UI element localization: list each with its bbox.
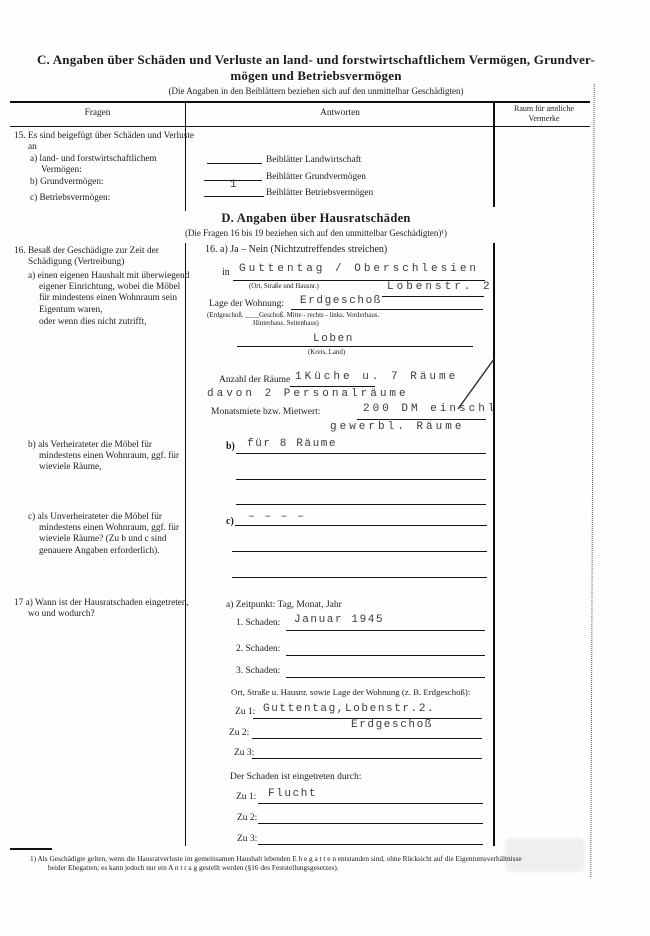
blank-line xyxy=(258,823,483,824)
section-c-heading-line2: mögen und Betriebsvermögen xyxy=(230,68,402,83)
blank-line xyxy=(235,525,487,526)
q16-place-hint: (Ort, Straße und Hausnr.) xyxy=(249,283,319,290)
footnote-line1: 1) Als Geschädigte gelten, wenn die Hausratverluste im gemeinsamen Haushalt lebenden E h e g a t t e n entstanden sind, ohne Rücksicht auf die Eigentumsverhältnisse xyxy=(30,854,522,863)
q16-answer-heading: 16. a) Ja – Nein (Nichtzutreffendes streichen) xyxy=(205,244,388,255)
column-divider xyxy=(493,243,495,846)
blank-line xyxy=(237,346,473,347)
q17-durch-heading: Der Schaden ist eingetreten durch: xyxy=(230,772,362,782)
q16-rooms-value: 1Küche u. 7 Räume xyxy=(295,371,459,383)
section-c-subheading: (Die Angaben in den Beiblättern beziehen sich auf den unmittelbar Geschädigten) xyxy=(168,86,464,96)
q16-rooms-value-line2: davon 2 Personalräume xyxy=(207,388,409,400)
blank-line xyxy=(252,758,482,759)
footnote-rule xyxy=(10,848,52,850)
q15-item-a: a) land- und forstwirtschaftlichem Vermögen: xyxy=(30,154,157,176)
q16-in-label: in xyxy=(222,267,230,278)
blank-line xyxy=(286,630,485,631)
q16-answer-b-label: b) xyxy=(226,441,235,452)
blank-line xyxy=(258,844,483,845)
page-edge-dotted-line xyxy=(590,84,594,877)
q16-lage-hint-line1: (Erdgeschoß. ____Geschoß. Mitte - rechts - links. Vorderhaus. xyxy=(207,312,380,319)
q16-kreis-hint: (Kreis, Land) xyxy=(308,349,346,356)
section-d-heading: D. Angaben über Hausratschäden xyxy=(221,211,411,225)
q17-schaden1-value: Januar 1945 xyxy=(294,614,385,626)
q17-ort-zu1-value: Guttentag,Lobenstr.2. xyxy=(263,703,436,715)
q17-durch-zu1-value: Flucht xyxy=(268,788,318,800)
table-top-rule xyxy=(10,101,590,103)
blank-line xyxy=(207,163,262,164)
q16-question-b: b) als Verheirateter die Möbel für mindestens einen Wohnraum, ggf. für wieviele Räume, xyxy=(28,440,180,473)
q16-rent-value: 200 DM einschl xyxy=(363,403,498,415)
q17-answer-a-heading: a) Zeitpunkt: Tag, Monat, Jahr xyxy=(226,600,342,610)
q17-durch-zu2-label: Zu 2: xyxy=(237,813,258,823)
q15-item-c: c) Betriebsvermögen: xyxy=(30,193,111,203)
q16-answer-c-label: c) xyxy=(226,516,234,527)
q16-lage-hint-line2: Hinterhaus. Seitenhaus) xyxy=(253,320,319,327)
q16-rent-label: Monatsmiete bzw. Mietwert: xyxy=(211,407,321,417)
blank-line xyxy=(204,196,264,197)
q16-kreis-value: Loben xyxy=(313,333,355,345)
q16-question-intro: 16. Besaß der Geschädigte zur Zeit der Schädigung (Vertreibung) xyxy=(14,246,159,268)
column-header-vermerke: Raum für amtliche Vermerke xyxy=(514,104,574,123)
blank-line xyxy=(286,677,485,678)
q16-lage-value: Erdgeschoß xyxy=(300,295,383,307)
q17-durch-zu3-label: Zu 3: xyxy=(237,834,258,844)
q16-question-c: c) als Unverheirateter die Möbel für mindestens einen Wohnraum, ggf. für wieviele Räume? (Zu b und c sind genauere Angaben erforderlich). xyxy=(28,512,180,556)
q15-answer-c-label: Beiblätter Betriebsvermögen xyxy=(266,188,374,198)
section-d-subheading: (Die Fragen 16 bis 19 beziehen sich auf den unmittelbar Geschädigten)¹) xyxy=(184,228,448,238)
q16-answer-b-value: für 8 Räume xyxy=(247,438,338,450)
section-c-heading-line1: C. Angaben über Schäden und Verluste an land- und forstwirtschaftlichem Vermögen, Grundver- xyxy=(36,52,596,67)
q17-ort-zu2-label: Zu 2: xyxy=(229,728,250,738)
blank-line xyxy=(286,655,485,656)
q16-question-a: a) einen eigenen Haushalt mit überwiegend eigener Einrichtung, wobei die Möbel für mindestens einen Wohnraum sein Eigentum waren, xyxy=(28,271,190,315)
blank-line xyxy=(357,419,486,420)
blank-line xyxy=(232,551,487,552)
column-header-antworten: Antworten xyxy=(320,108,360,118)
blank-line xyxy=(236,479,486,480)
q17-ort-zu1-label: Zu 1: xyxy=(235,707,256,717)
q15-answer-b-label: Beiblätter Grundvermögen xyxy=(266,172,366,182)
q16-rent-value-line2: gewerbl. Räume xyxy=(330,421,465,433)
q15-question-intro: 15. Es sind beigefügt über Schäden und Verluste an xyxy=(14,131,195,153)
blank-line xyxy=(236,504,486,505)
blank-line xyxy=(236,453,486,454)
q17-schaden3-label: 3. Schaden: xyxy=(236,666,281,676)
q16-question-a2: oder wenn dies nicht zutrifft, xyxy=(39,317,147,327)
q17-durch-zu1-label: Zu 1: xyxy=(236,792,257,802)
q17-schaden1-label: 1. Schaden: xyxy=(236,618,281,628)
footnote-line2: beider Ehegatten; es kann jedoch nur ein A n t r a g gestellt werden (§16 des Feststellungsgesetzes). xyxy=(48,863,339,872)
q16-lage-label: Lage der Wohnung: xyxy=(209,299,285,309)
blank-line xyxy=(291,309,483,310)
blank-line xyxy=(382,296,484,297)
table-header-rule xyxy=(10,126,590,127)
blank-line xyxy=(290,386,375,387)
q16-place-value: Guttentag / Oberschlesien xyxy=(239,263,480,275)
q17-question: 17 a) Wann ist der Hausratschaden eingetreten, wo und wodurch? xyxy=(14,598,189,620)
q17-schaden2-label: 2. Schaden: xyxy=(236,644,281,654)
q17-ort-zu1-value-line2: Erdgeschoß xyxy=(351,719,434,731)
q16-rooms-label: Anzahl der Räume xyxy=(219,375,291,385)
column-header-fragen: Fragen xyxy=(84,108,111,118)
q15-item-b: b) Grundvermögen: xyxy=(30,177,104,187)
q17-ort-heading: Ort, Straße u. Hausnr. sowie Lage der Wohnung (z. B. Erdgeschoß): xyxy=(231,687,471,697)
q15-answer-a-label: Beiblätter Landwirtschaft xyxy=(266,155,362,165)
blank-line xyxy=(258,803,483,804)
blank-line xyxy=(252,738,482,739)
column-divider xyxy=(493,101,495,207)
handwritten-slash-mark xyxy=(455,356,497,417)
blank-line xyxy=(232,577,487,578)
q16-answer-c-value: – – – – xyxy=(248,511,306,523)
q17-ort-zu3-label: Zu 3: xyxy=(234,748,255,758)
q16-street-value: Lobenstr. 2 xyxy=(387,281,493,293)
q15-answer-c-value: 1 xyxy=(230,179,239,191)
